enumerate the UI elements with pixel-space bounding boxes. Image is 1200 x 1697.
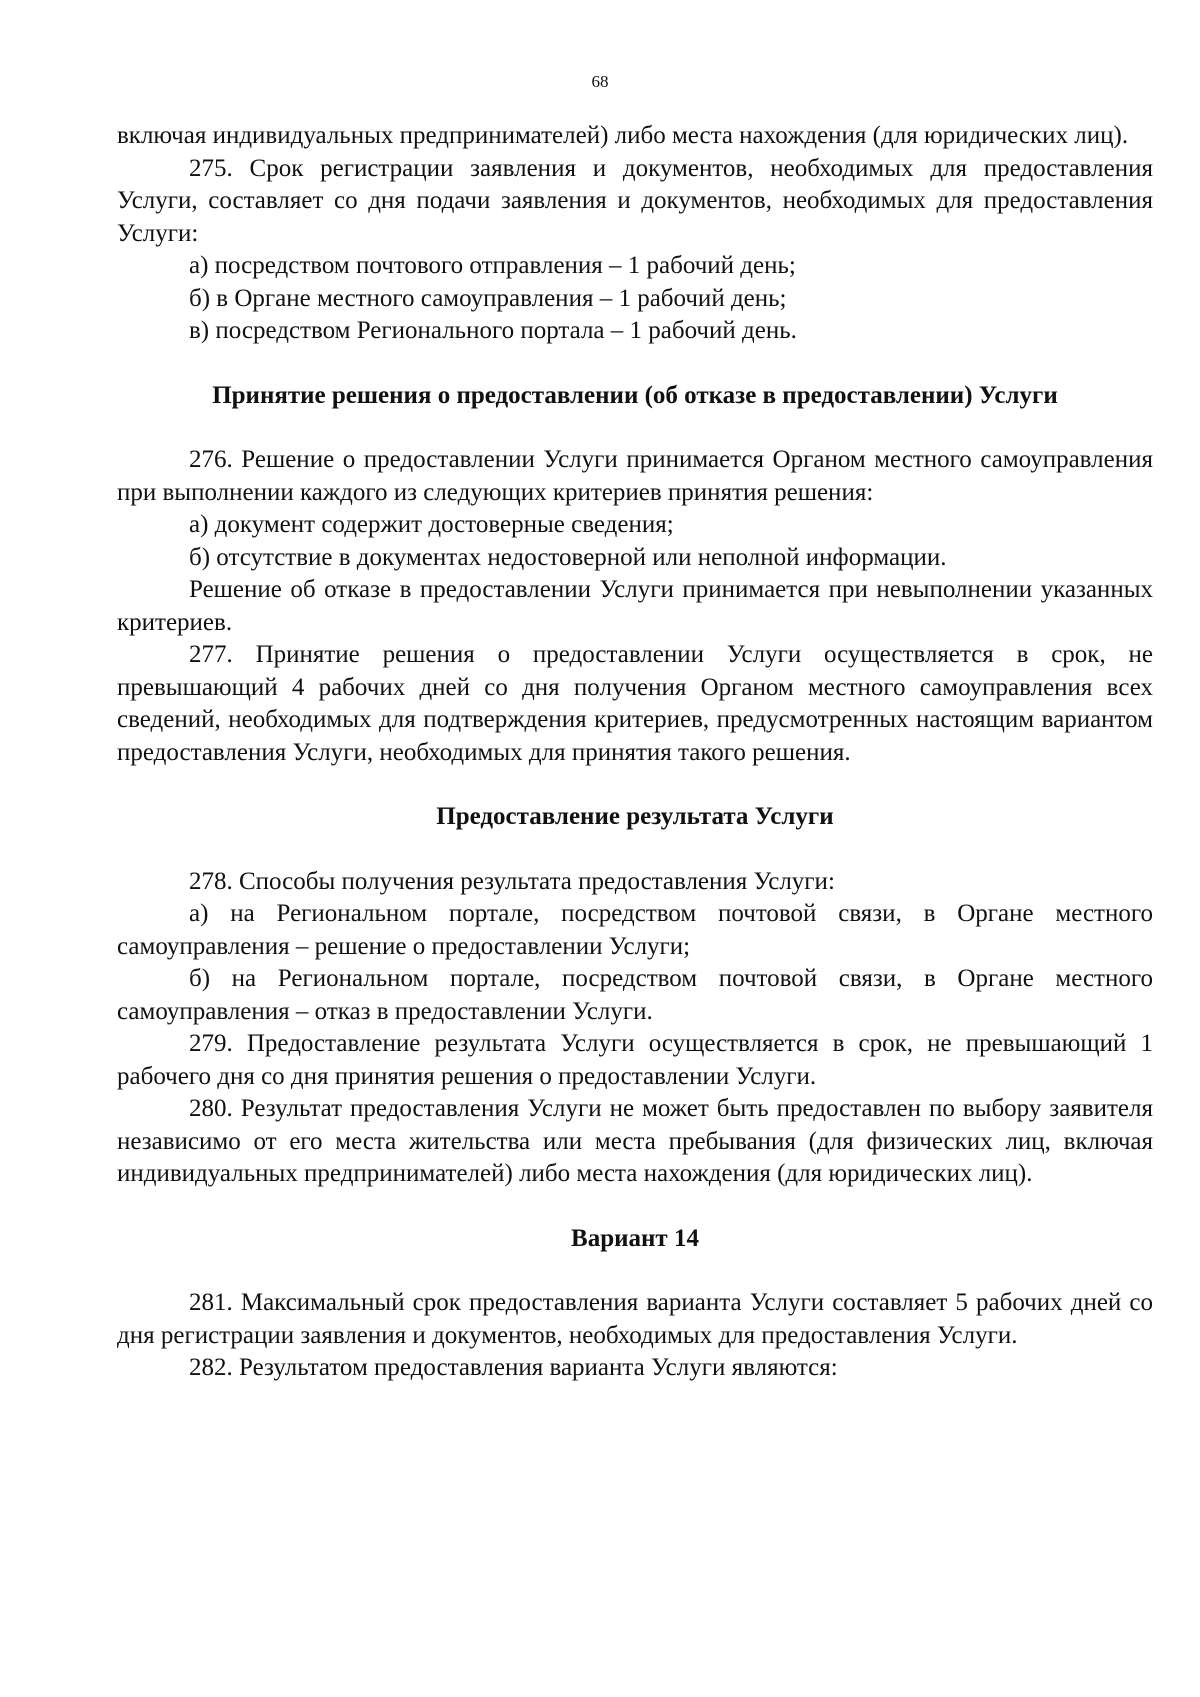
page-number: 68: [591, 72, 609, 91]
section-heading-variant-14: Вариант 14: [571, 1224, 699, 1252]
document-body: [117, 120, 1153, 1385]
list-item-275-v: в) посредством Регионального портала – 1 рабочий день.: [189, 317, 797, 344]
list-item-276-b: б) отсутствие в документах недостоверной или неполной информации.: [189, 543, 947, 571]
section-heading-result: Предоставление результата Услуги: [436, 803, 834, 830]
paragraph-278: 278. Способы получения результата предоставления Услуги:: [189, 867, 835, 895]
paragraph-continuation: включая индивидуальных предпринимателей) либо места нахождения (для юридических лиц).: [117, 122, 1129, 149]
paragraph-275: 275. Срок регистрации заявления и документов, необходимых для предоставления Услуги, составляет со дня подачи заявления и документов, необходимых для предоставления Услуги:: [117, 154, 1153, 247]
list-item-275-b: б) в Органе местного самоуправления – 1 рабочий день;: [189, 284, 787, 312]
paragraph-280: 280. Результат предоставления Услуги не может быть предоставлен по выбору заявителя независимо от его места жительства или места пребывания (для физических лиц, включая индивидуальных предпринимателей) либо места нахождения (для юридических лиц).: [117, 1095, 1153, 1187]
paragraph-276: 276. Решение о предоставлении Услуги принимается Органом местного самоуправления при выполнении каждого из следующих критериев принятия решения:: [117, 446, 1153, 506]
list-item-278-a: а) на Региональном портале, посредством почтовой связи, в Органе местного самоуправления – решение о предоставлении Услуги;: [117, 900, 1153, 960]
paragraph-277: 277. Принятие решения о предоставлении Услуги осуществляется в срок, не превышающий 4 рабочих дней со дня получения Органом местного самоуправления всех сведений, необходимых для подтверждения критериев, предусмотренных настоящим вариантом предоставления Услуги, необходимых для принятия такого решения.: [117, 641, 1153, 766]
list-item-276-a: а) документ содержит достоверные сведения;: [189, 511, 674, 538]
paragraph-282: 282. Результатом предоставления варианта Услуги являются:: [189, 1354, 838, 1381]
paragraph-279: 279. Предоставление результата Услуги осуществляется в срок, не превышающий 1 рабочего дня со дня принятия решения о предоставлении Услуги.: [117, 1030, 1153, 1090]
section-heading-decision: Принятие решения о предоставлении (об отказе в предоставлении) Услуги: [212, 381, 1058, 409]
list-item-275-a: а) посредством почтового отправления – 1 рабочий день;: [189, 252, 796, 279]
paragraph-281: 281. Максимальный срок предоставления варианта Услуги составляет 5 рабочих дней со дня регистрации заявления и документов, необходимых для предоставления Услуги.: [117, 1289, 1153, 1349]
paragraph-276-refusal: Решение об отказе в предоставлении Услуги принимается при невыполнении указанных критериев.: [117, 576, 1153, 636]
list-item-278-b: б) на Региональном портале, посредством почтовой связи, в Органе местного самоуправления – отказ в предоставлении Услуги.: [117, 965, 1153, 1025]
